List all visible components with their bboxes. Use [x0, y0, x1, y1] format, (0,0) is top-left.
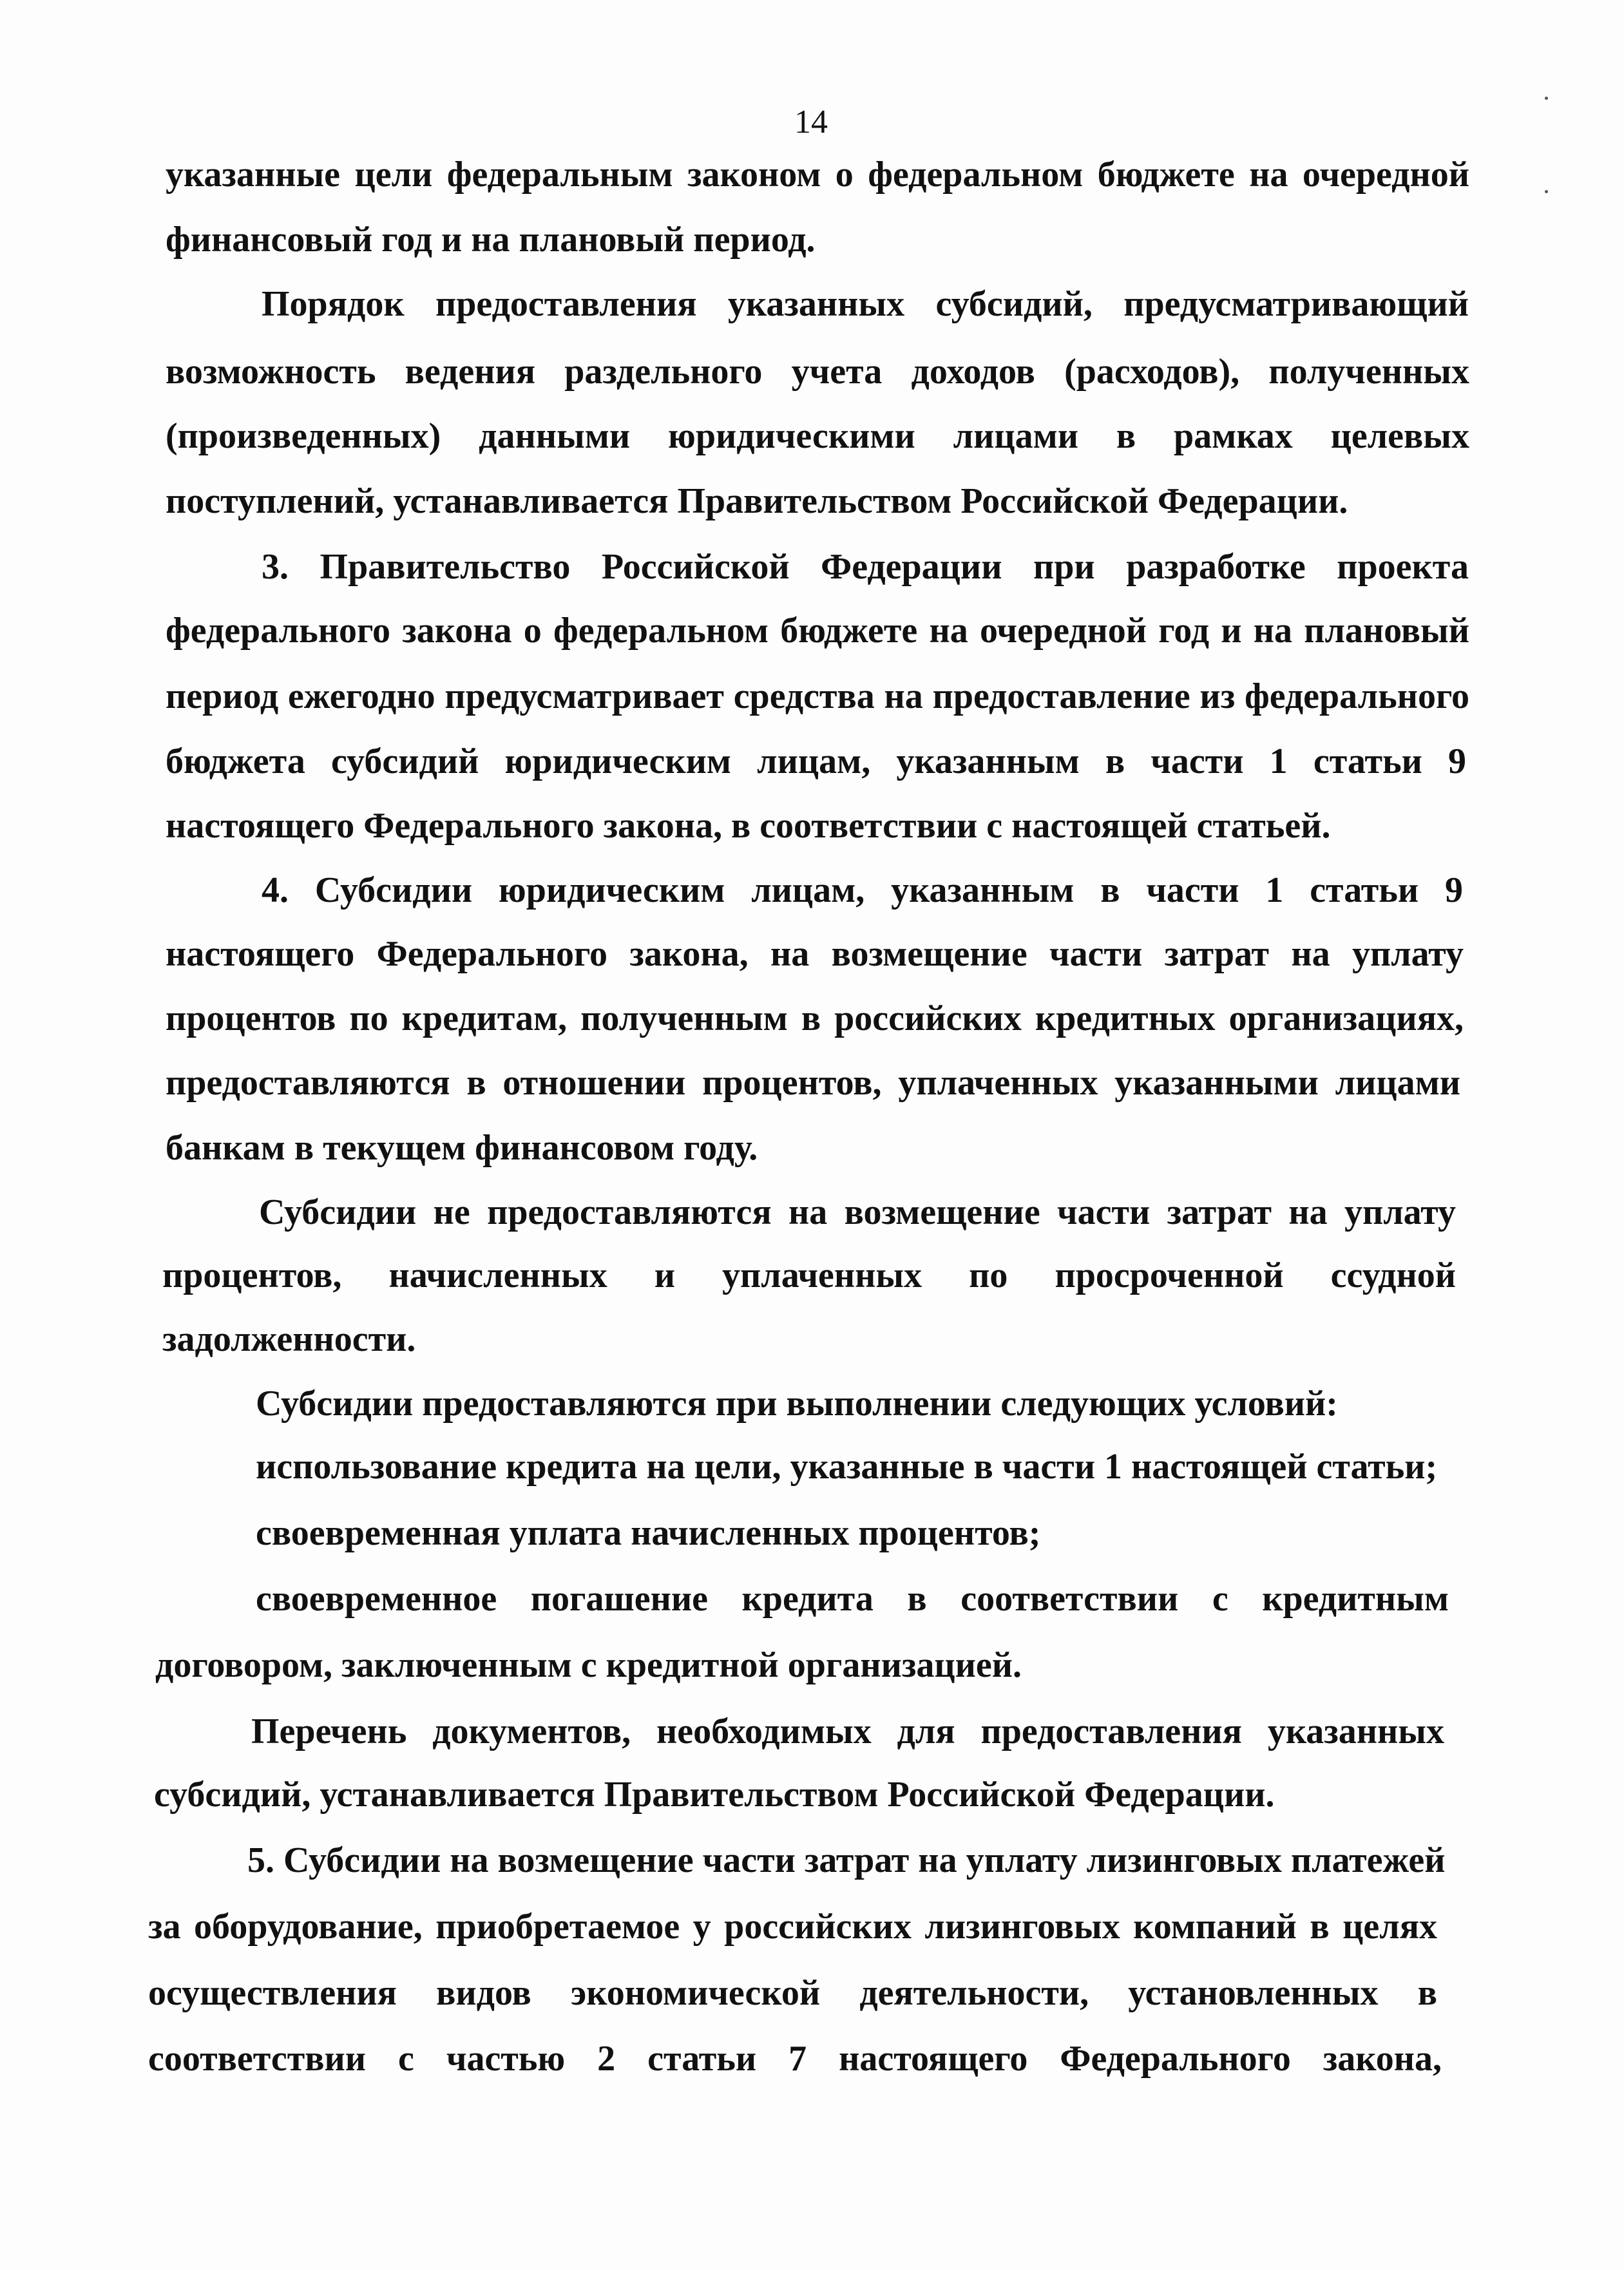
text-line: банкам в текущем финансовом году. — [166, 1128, 758, 1168]
text-line: поступлений, устанавливается Правительством Российской Федерации. — [166, 481, 1348, 521]
text-line: договором, заключенным с кредитной организацией. — [155, 1645, 1022, 1685]
text-line: 5. Субсидии на возмещение части затрат на уплату лизинговых платежей — [247, 1840, 1446, 1880]
text-line: 4. Субсидии юридическим лицам, указанным в части 1 статьи 9 — [262, 870, 1463, 910]
text-line: процентов, начисленных и уплаченных по просроченной ссудной — [162, 1255, 1456, 1295]
text-line: своевременная уплата начисленных процентов; — [256, 1513, 1041, 1553]
page-number: 14 — [794, 104, 828, 140]
text-line: осуществления видов экономической деятельности, установленных в — [148, 1973, 1437, 2013]
text-line: период ежегодно предусматривает средства на предоставление из федерального — [166, 676, 1469, 716]
text-line: за оборудование, приобретаемое у российских лизинговых компаний в целях — [148, 1907, 1437, 1947]
text-line: 3. Правительство Российской Федерации при разработке проекта — [262, 547, 1469, 587]
scan-speck — [1545, 97, 1548, 100]
text-line: Субсидии не предоставляются на возмещение части затрат на уплату — [259, 1192, 1456, 1232]
text-line: Перечень документов, необходимых для предоставления указанных — [251, 1712, 1444, 1751]
text-line: настоящего Федерального закона, на возмещение части затрат на уплату — [166, 934, 1464, 974]
text-line: использование кредита на цели, указанные в части 1 настоящей статьи; — [256, 1447, 1438, 1487]
text-line: бюджета субсидий юридическим лицам, указанным в части 1 статьи 9 — [166, 741, 1466, 781]
text-line: предоставляются в отношении процентов, уплаченных указанными лицами — [166, 1063, 1460, 1103]
text-line: Порядок предоставления указанных субсидий, предусматривающий — [262, 284, 1469, 324]
text-line: субсидий, устанавливается Правительством Российской Федерации. — [154, 1775, 1275, 1815]
scan-speck — [1545, 190, 1548, 193]
text-line: своевременное погашение кредита в соответствии с кредитным — [256, 1579, 1449, 1619]
text-line: соответствии с частью 2 статьи 7 настоящего Федерального закона, — [148, 2039, 1442, 2079]
text-line: финансовый год и на плановый период. — [166, 220, 816, 260]
text-line: (произведенных) данными юридическими лицами в рамках целевых — [166, 416, 1469, 456]
text-line: Субсидии предоставляются при выполнении следующих условий: — [256, 1384, 1338, 1424]
text-line: процентов по кредитам, полученным в российских кредитных организациях, — [166, 998, 1464, 1038]
text-line: настоящего Федерального закона, в соответствии с настоящей статьей. — [166, 806, 1331, 846]
text-line: задолженности. — [162, 1319, 416, 1359]
text-line: указанные цели федеральным законом о федеральном бюджете на очередной — [166, 155, 1469, 195]
text-line: возможность ведения раздельного учета доходов (расходов), полученных — [166, 352, 1469, 392]
text-line: федерального закона о федеральном бюджете на очередной год и на плановый — [166, 611, 1469, 651]
